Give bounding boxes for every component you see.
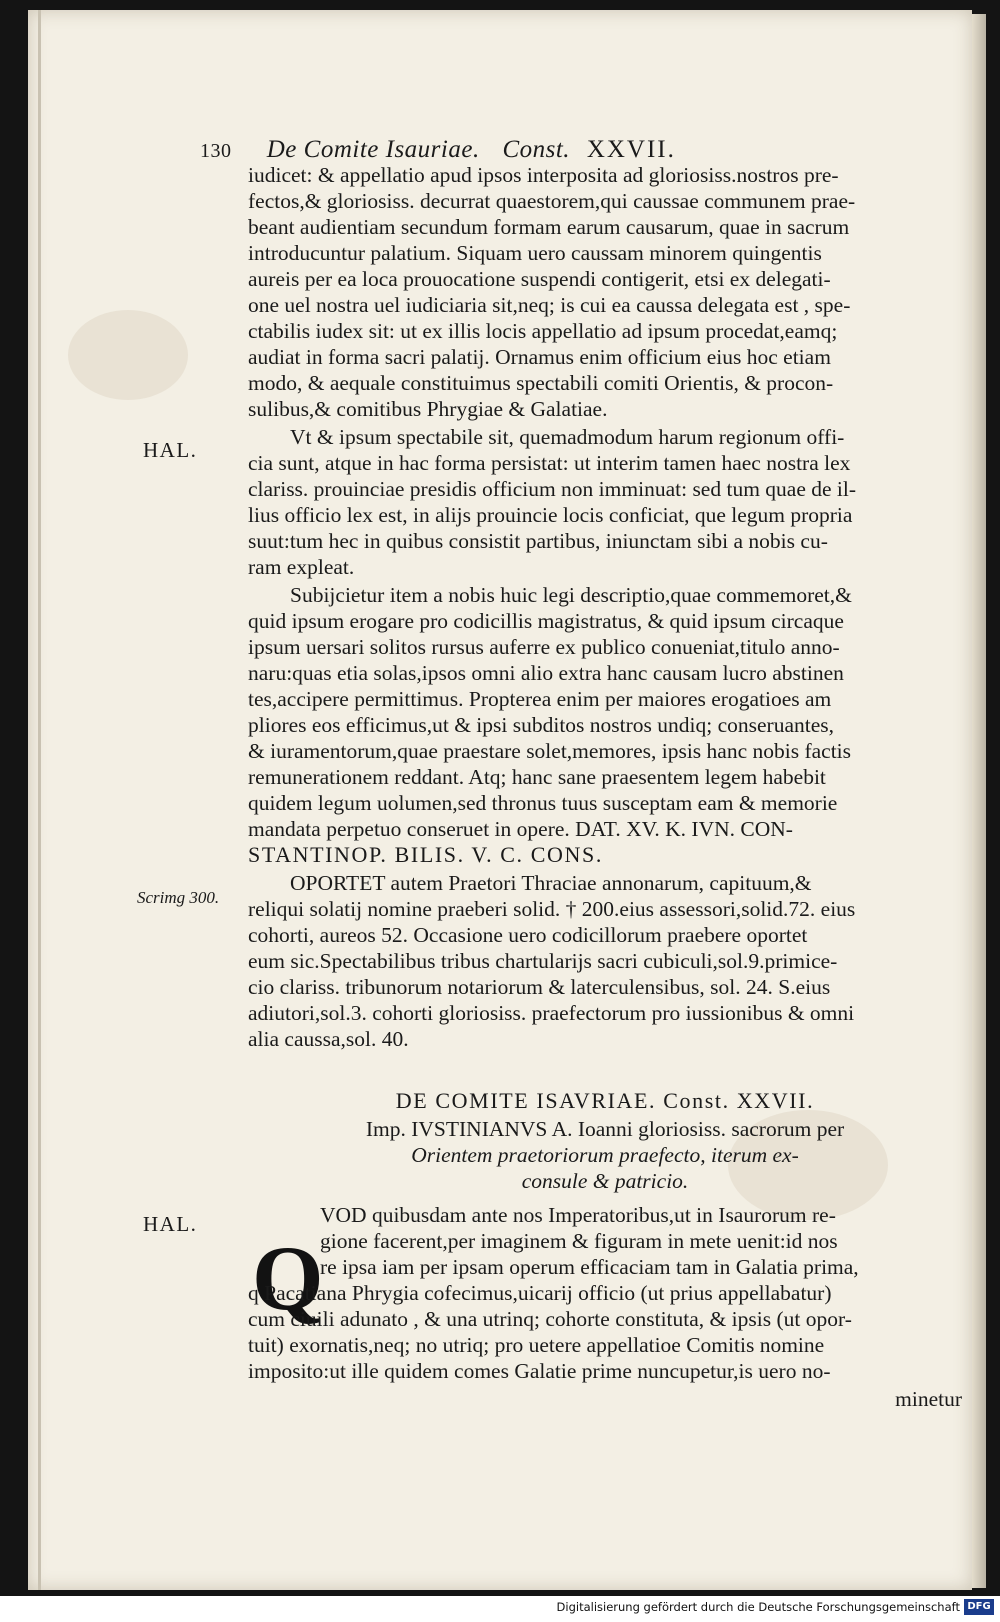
text-line: q Pacatiana Phrygia cofecimus,uicarij officio (ut prius appellabatur)	[248, 1281, 832, 1305]
text-line: tes,accipere permittimus. Propterea enim per maiores erogatioes am	[248, 687, 832, 711]
text-line: alia caussa,sol. 40.	[248, 1027, 409, 1051]
text-line: tuit) exornatis,neq; no utriq; pro uetere appellatioe Comitis nomine	[248, 1333, 825, 1357]
running-const-number: XXVII.	[586, 136, 676, 163]
text-line: ctabilis iudex sit: ut ex illis locis appellatio ad ipsum procedat,eamq;	[248, 319, 838, 343]
text-line: suut:tum hec in quibus consistit partibus, iniunctam sibi a nobis cu-	[248, 529, 828, 553]
text-line: clariss. prouinciae presidis officium non imminuat: sed tum quae de il-	[248, 477, 857, 501]
page-number: 130	[200, 140, 232, 162]
text-line: imposito:ut ille quidem comes Galatie prime nuncupetur,is uero no-	[248, 1359, 831, 1383]
text-line: & iuramentorum,quae praestare solet,memores, ipsis hanc nobis factis	[248, 739, 852, 763]
text-line: ipsum uersari solitos rursus auferre ex publico conueniat,titulo anno-	[248, 635, 840, 659]
text-line: naru:quas etia solas,ipsos omni alio extra hanc causam lucro abstinen	[248, 661, 844, 685]
text-line: OPORTET autem Praetori Thraciae annonarum, capituum,&	[290, 871, 812, 895]
catchword: minetur	[895, 1387, 962, 1411]
margin-note-hal: HAL.	[143, 1212, 198, 1236]
text-line: modo, & aequale constituimus spectabili comiti Orientis, & procon-	[248, 371, 834, 395]
section-address-line: Orientem praetoriorum praefecto, iterum ex-	[411, 1143, 799, 1167]
text-line: cio clariss. tribunorum notariorum & laterculensibus, sol. 24. S.eius	[248, 975, 831, 999]
text-line: quidem legum uolumen,sed thronus tuus susceptam eam & memorie	[248, 791, 838, 815]
text-line: Vt & ipsum spectabile sit, quemadmodum harum regionum offi-	[290, 425, 845, 449]
funding-notice: Digitalisierung gefördert durch die Deutsche Forschungsgemeinschaft	[556, 1600, 960, 1614]
text-line: reliqui solatij nomine praeberi solid. † 200.eius assessori,solid.72. eius	[248, 897, 856, 921]
drop-cap-initial: Q	[252, 1227, 324, 1329]
text-line: introducuntur palatium. Siquam uero caussam minorem quingentis	[248, 241, 822, 265]
text-line: VOD quibusdam ante nos Imperatoribus,ut in Isaurorum re-	[320, 1203, 836, 1227]
text-line: mandata perpetuo conseruet in opere. DAT. XV. K. IVN. CON-	[248, 817, 793, 841]
text-line: Subijcietur item a nobis huic legi descriptio,quae commemoret,&	[290, 583, 852, 607]
text-line: fectos,& gloriosiss. decurrat quaestorem,qui caussae communem prae-	[248, 189, 856, 213]
margin-note-hal: HAL.	[143, 438, 198, 462]
text-line: adiutori,sol.3. cohorti gloriosiss. praefectorum pro iussionibus & omni	[248, 1001, 855, 1025]
text-line: iudicet: & appellatio apud ipsos interposita ad gloriosiss.nostros pre-	[248, 163, 839, 187]
margin-note-scrimger: Scrimg 300.	[137, 888, 220, 907]
paper-stain	[68, 310, 188, 400]
text-line: re ipsa iam per ipsam operum efficaciam tam in Galatia prima,	[320, 1255, 859, 1279]
section-title: DE COMITE ISAVRIAE. Const. XXVII.	[395, 1088, 815, 1113]
text-line: lius officio lex est, in alijs prouincie locis conficiat, que legum propria	[248, 503, 853, 527]
text-line: pliores eos efficimus,ut & ipsi subditos nostros undiq; conseruantes,	[248, 713, 835, 737]
text-line: quid ipsum erogare pro codicillis magistratus, & quid ipsum circaque	[248, 609, 844, 633]
text-line: eum sic.Spectabilibus tribus chartularijs sacri cubiculi,sol.9.primice-	[248, 949, 838, 973]
running-title: De Comite Isauriae.	[266, 136, 480, 163]
text-line: audiat in forma sacri palatij. Ornamus enim officium eius hoc etiam	[248, 345, 831, 369]
text-line: STANTINOP. BILIS. V. C. CONS.	[248, 842, 603, 867]
text-line: beant audientiam secundum formam earum causarum, quae in sacrum	[248, 215, 850, 239]
text-line: cohorti, aureos 52. Occasione uero codicillorum praebere oportet	[248, 923, 808, 947]
page-fold	[38, 10, 41, 1590]
text-line: gione facerent,per imaginem & figuram in mete uenit:id nos	[320, 1229, 838, 1253]
text-line: aureis per ea loca prouocatione suspendi contigerit, etsi ex delegati-	[248, 267, 831, 291]
text-line: cia sunt, atque in hac forma persistat: ut interim tamen haec nostra lex	[248, 451, 851, 475]
text-line: remunerationem reddant. Atq; hanc sane praesentem legem habebit	[248, 765, 826, 789]
text-line: sulibus,& comitibus Phrygiae & Galatiae.	[248, 397, 608, 421]
section-address-line: Imp. IVSTINIANVS A. Ioanni gloriosiss. sacrorum per	[365, 1117, 845, 1141]
dfg-logo: DFG	[964, 1599, 994, 1615]
running-const-label: Const.	[502, 136, 571, 163]
text-line: cum ciuili adunato , & una utrinq; cohorte constituta, & ipsis (ut opor-	[248, 1307, 852, 1331]
section-address-line: consule & patricio.	[521, 1169, 689, 1193]
running-head	[200, 136, 840, 164]
text-line: ram expleat.	[248, 555, 355, 579]
text-line: one uel nostra uel iudiciaria sit,neq; is cui ea caussa delegata est , spe-	[248, 293, 851, 317]
